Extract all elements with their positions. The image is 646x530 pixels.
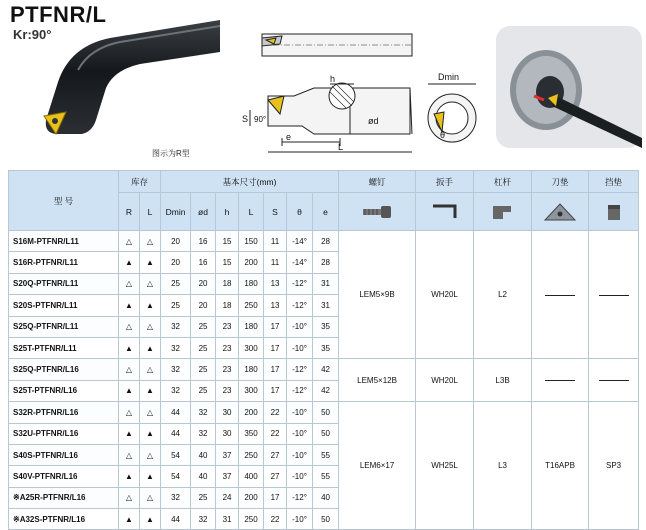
cell-L: 400 — [239, 466, 264, 487]
cell-theta: -10° — [287, 337, 313, 358]
cell-e: 35 — [313, 337, 339, 358]
model-cell: S25T-PTFNR/L11 — [9, 337, 119, 358]
model-cell: S16R-PTFNR/L11 — [9, 252, 119, 273]
cell-d: 25 — [191, 487, 216, 508]
cell-d: 32 — [191, 423, 216, 444]
cell-theta: -10° — [287, 423, 313, 444]
cell-l: △ — [140, 444, 161, 465]
group-shim-cell: T16APB — [532, 402, 589, 530]
cell-l: ▲ — [140, 509, 161, 530]
cell-r: △ — [119, 231, 140, 252]
group-shim-cell — [532, 359, 589, 402]
cell-r: ▲ — [119, 337, 140, 358]
cell-l: ▲ — [140, 380, 161, 401]
drawing-label-s: S — [242, 114, 249, 124]
header-dmin: Dmin — [161, 193, 191, 231]
group-lever-cell: L2 — [474, 231, 532, 359]
cell-d: 25 — [191, 359, 216, 380]
model-cell: S25Q-PTFNR/L11 — [9, 316, 119, 337]
cell-theta: -10° — [287, 402, 313, 423]
cell-theta: -10° — [287, 466, 313, 487]
technical-drawing — [222, 14, 492, 156]
model-cell: S25T-PTFNR/L16 — [9, 380, 119, 401]
cell-d: 20 — [191, 273, 216, 294]
cell-L: 180 — [239, 273, 264, 294]
cell-s: 22 — [264, 509, 287, 530]
shim-icon — [532, 193, 589, 231]
cell-L: 250 — [239, 295, 264, 316]
boring-bar-image — [0, 0, 220, 160]
image-caption: 图示为R型 — [152, 149, 190, 158]
cell-r: △ — [119, 487, 140, 508]
cell-s: 22 — [264, 402, 287, 423]
cell-d: 16 — [191, 252, 216, 273]
cell-e: 50 — [313, 509, 339, 530]
cell-theta: -14° — [287, 252, 313, 273]
cell-L: 250 — [239, 444, 264, 465]
group-wrench-cell: WH20L — [416, 359, 474, 402]
cell-L: 300 — [239, 337, 264, 358]
drawing-label-e: e — [286, 132, 292, 142]
cell-theta: -12° — [287, 273, 313, 294]
cell-r: ▲ — [119, 509, 140, 530]
screw-icon — [339, 193, 416, 231]
cell-dmin: 20 — [161, 252, 191, 273]
cell-d: 16 — [191, 231, 216, 252]
header-stopper: 挡垫 — [589, 171, 639, 193]
cell-dmin: 54 — [161, 466, 191, 487]
cell-s: 17 — [264, 316, 287, 337]
cell-r: ▲ — [119, 466, 140, 487]
cell-r: △ — [119, 273, 140, 294]
cell-d: 40 — [191, 466, 216, 487]
cell-s: 17 — [264, 380, 287, 401]
group-lever-cell: L3B — [474, 359, 532, 402]
cell-e: 31 — [313, 295, 339, 316]
cell-L: 200 — [239, 487, 264, 508]
cell-theta: -12° — [287, 359, 313, 380]
group-screw-cell: LEM6×17 — [339, 402, 416, 530]
model-cell: S16M-PTFNR/L11 — [9, 231, 119, 252]
cell-l: ▲ — [140, 295, 161, 316]
cell-h: 37 — [216, 466, 239, 487]
cell-e: 40 — [313, 487, 339, 508]
cell-r: ▲ — [119, 295, 140, 316]
cell-l: △ — [140, 487, 161, 508]
cell-r: ▲ — [119, 423, 140, 444]
header-s: S — [264, 193, 287, 231]
model-cell: ※A25R-PTFNR/L16 — [9, 487, 119, 508]
cell-d: 40 — [191, 444, 216, 465]
cell-L: 250 — [239, 509, 264, 530]
group-wrench-cell: WH20L — [416, 231, 474, 359]
spec-table — [8, 170, 639, 530]
table-row — [9, 359, 639, 380]
cell-l: ▲ — [140, 466, 161, 487]
group-stopper-cell — [589, 359, 639, 402]
model-cell: S20S-PTFNR/L11 — [9, 295, 119, 316]
model-cell: S20Q-PTFNR/L11 — [9, 273, 119, 294]
cell-dmin: 32 — [161, 359, 191, 380]
cell-dmin: 44 — [161, 509, 191, 530]
cell-dmin: 44 — [161, 402, 191, 423]
cell-l: △ — [140, 273, 161, 294]
cell-l: △ — [140, 231, 161, 252]
cell-s: 27 — [264, 444, 287, 465]
cell-theta: -14° — [287, 231, 313, 252]
cell-dmin: 25 — [161, 273, 191, 294]
cell-h: 18 — [216, 295, 239, 316]
header-l: L — [140, 193, 161, 231]
cell-L: 200 — [239, 402, 264, 423]
cell-e: 28 — [313, 252, 339, 273]
cell-e: 35 — [313, 316, 339, 337]
model-cell: S40V-PTFNR/L16 — [9, 466, 119, 487]
header-shim: 刀垫 — [532, 171, 589, 193]
cell-l: △ — [140, 316, 161, 337]
cell-s: 17 — [264, 487, 287, 508]
cell-l: ▲ — [140, 423, 161, 444]
header-r: R — [119, 193, 140, 231]
cell-h: 30 — [216, 423, 239, 444]
header-dims: 基本尺寸(mm) — [161, 171, 339, 193]
cell-h: 23 — [216, 316, 239, 337]
cell-dmin: 20 — [161, 231, 191, 252]
cell-L: 200 — [239, 252, 264, 273]
cell-s: 17 — [264, 337, 287, 358]
cell-e: 55 — [313, 444, 339, 465]
cell-l: △ — [140, 359, 161, 380]
cell-theta: -10° — [287, 444, 313, 465]
header-theta: θ — [287, 193, 313, 231]
cell-dmin: 32 — [161, 487, 191, 508]
header-stock: 库存 — [119, 171, 161, 193]
cell-h: 23 — [216, 337, 239, 358]
cell-h: 24 — [216, 487, 239, 508]
header-lever: 杠杆 — [474, 171, 532, 193]
group-wrench-cell: WH25L — [416, 402, 474, 530]
cell-r: △ — [119, 359, 140, 380]
cell-L: 150 — [239, 231, 264, 252]
cell-d: 32 — [191, 402, 216, 423]
cell-e: 55 — [313, 466, 339, 487]
cell-h: 15 — [216, 231, 239, 252]
cell-s: 17 — [264, 359, 287, 380]
drawing-label-h: h — [330, 74, 336, 84]
drawing-label-dmin: Dmin — [438, 72, 460, 82]
header-length: L — [239, 193, 264, 231]
cell-dmin: 44 — [161, 423, 191, 444]
cell-e: 28 — [313, 231, 339, 252]
model-cell: S32U-PTFNR/L16 — [9, 423, 119, 444]
cell-r: ▲ — [119, 380, 140, 401]
cell-theta: -12° — [287, 295, 313, 316]
cell-theta: -10° — [287, 509, 313, 530]
wrench-icon — [416, 193, 474, 231]
cell-theta: -12° — [287, 380, 313, 401]
cell-s: 27 — [264, 466, 287, 487]
cell-d: 25 — [191, 337, 216, 358]
cell-dmin: 32 — [161, 316, 191, 337]
cell-L: 350 — [239, 423, 264, 444]
group-screw-cell: LEM5×12B — [339, 359, 416, 402]
cell-d: 32 — [191, 509, 216, 530]
header-model: 型 号 — [9, 171, 119, 231]
cell-dmin: 25 — [161, 295, 191, 316]
cell-h: 30 — [216, 402, 239, 423]
cell-h: 23 — [216, 380, 239, 401]
cell-theta: -12° — [287, 487, 313, 508]
cell-dmin: 32 — [161, 337, 191, 358]
cell-e: 42 — [313, 359, 339, 380]
cell-L: 180 — [239, 316, 264, 337]
cell-d: 25 — [191, 380, 216, 401]
cell-h: 15 — [216, 252, 239, 273]
cell-s: 11 — [264, 252, 287, 273]
cell-d: 20 — [191, 295, 216, 316]
table-row — [9, 231, 639, 252]
header-h: h — [216, 193, 239, 231]
cell-r: △ — [119, 316, 140, 337]
cell-r: △ — [119, 402, 140, 423]
cell-L: 180 — [239, 359, 264, 380]
cell-e: 42 — [313, 380, 339, 401]
spec-table-body — [9, 231, 639, 530]
cell-l: ▲ — [140, 252, 161, 273]
group-stopper-cell — [589, 231, 639, 359]
cell-dmin: 54 — [161, 444, 191, 465]
group-shim-cell — [532, 231, 589, 359]
drawing-label-L: L — [338, 142, 344, 152]
header-e: e — [313, 193, 339, 231]
table-row — [9, 402, 639, 423]
cell-L: 300 — [239, 380, 264, 401]
header-od: ød — [191, 193, 216, 231]
cell-e: 31 — [313, 273, 339, 294]
cell-s: 13 — [264, 295, 287, 316]
cell-h: 18 — [216, 273, 239, 294]
lever-icon — [474, 193, 532, 231]
stopper-icon — [589, 193, 639, 231]
cell-s: 22 — [264, 423, 287, 444]
group-stopper-cell: SP3 — [589, 402, 639, 530]
cell-l: △ — [140, 402, 161, 423]
cell-e: 50 — [313, 423, 339, 444]
cell-h: 23 — [216, 359, 239, 380]
group-screw-cell: LEM5×9B — [339, 231, 416, 359]
cell-d: 25 — [191, 316, 216, 337]
cell-s: 11 — [264, 231, 287, 252]
header-screw: 螺钉 — [339, 171, 416, 193]
drawing-label-theta: θ — [440, 130, 446, 140]
model-cell: ※A32S-PTFNR/L16 — [9, 509, 119, 530]
cell-theta: -10° — [287, 316, 313, 337]
drawing-label-od: ød — [368, 116, 379, 126]
model-cell: S25Q-PTFNR/L16 — [9, 359, 119, 380]
drawing-label-90: 90° — [254, 115, 267, 124]
cell-r: ▲ — [119, 252, 140, 273]
cell-dmin: 32 — [161, 380, 191, 401]
cell-s: 13 — [264, 273, 287, 294]
model-cell: S32R-PTFNR/L16 — [9, 402, 119, 423]
cell-e: 50 — [313, 402, 339, 423]
group-lever-cell: L3 — [474, 402, 532, 530]
cell-h: 37 — [216, 444, 239, 465]
cell-h: 31 — [216, 509, 239, 530]
cell-r: △ — [119, 444, 140, 465]
kr-angle-label: Kr:90° — [13, 27, 52, 42]
product-title: PTFNR/L — [10, 2, 107, 27]
cell-l: ▲ — [140, 337, 161, 358]
header-wrench: 扳手 — [416, 171, 474, 193]
application-photo — [496, 26, 642, 148]
model-cell: S40S-PTFNR/L16 — [9, 444, 119, 465]
